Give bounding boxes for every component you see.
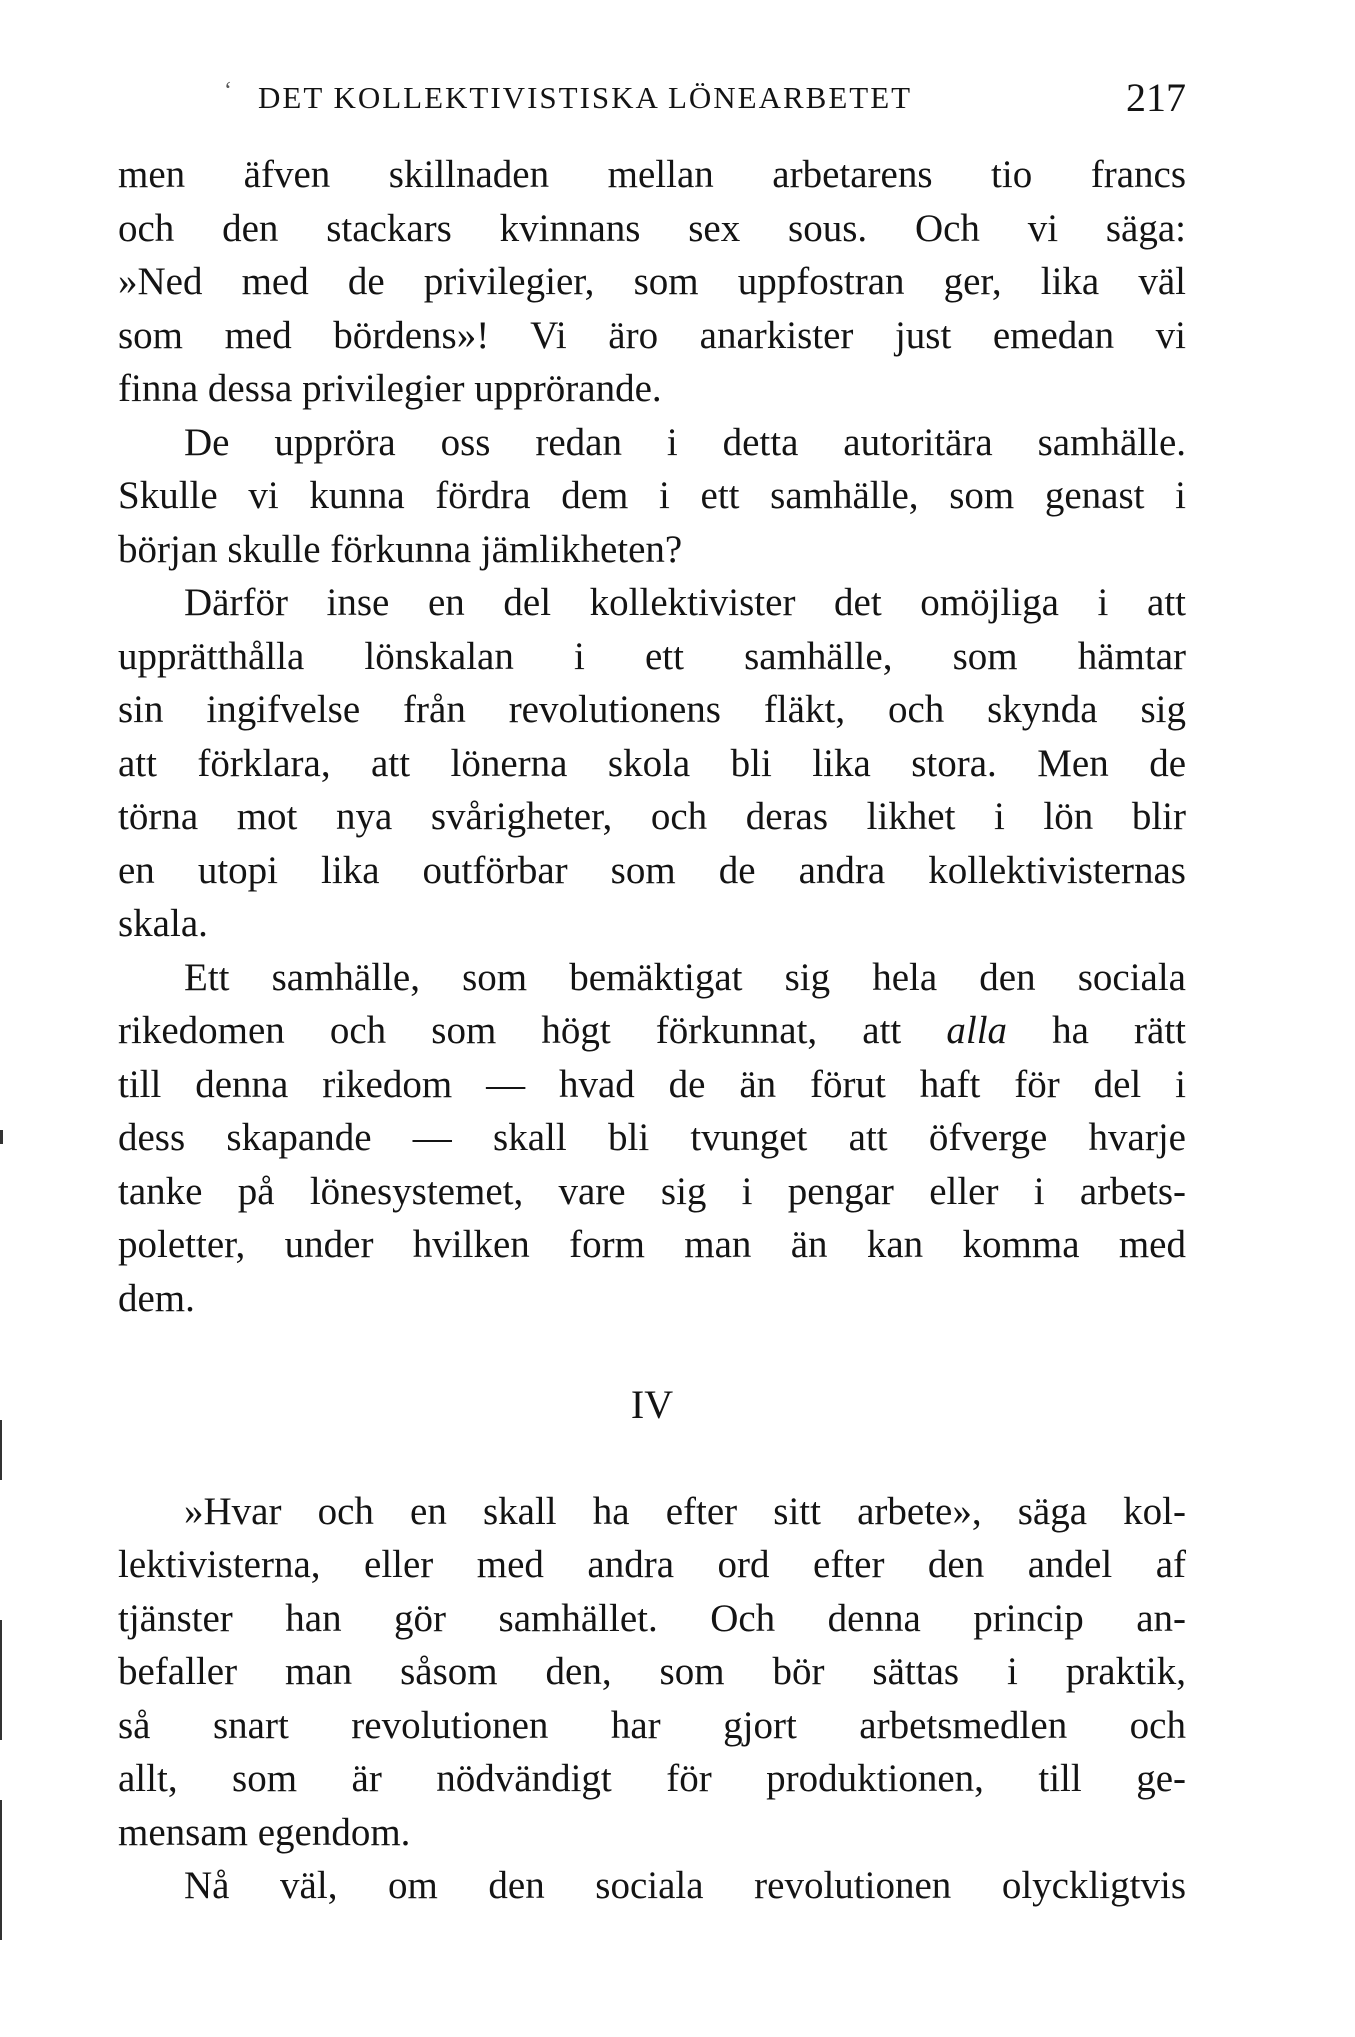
text-line: allt, som är nödvändigt för produktionen, till ge- <box>118 1757 1186 1800</box>
text-line: och den stackars kvinnans sex sous. Och vi säga: <box>118 206 1186 250</box>
text-line: början skulle förkunna jämlikheten? <box>118 527 683 571</box>
margin-speck <box>0 1620 2 1740</box>
text-line: dem. <box>118 1276 195 1320</box>
text-line: som med bördens»! Vi äro anarkister just emedan vi <box>118 313 1186 357</box>
text-line: »Hvar och en skall ha efter sitt arbete», säga kol- <box>184 1489 1186 1533</box>
running-head: DET KOLLEKTIVISTISKA LÖNEARBETET <box>258 80 913 115</box>
text-line: Därför inse en del kollektivister det omöjliga i att <box>184 581 1186 624</box>
text-line: men äfven skillnaden mellan arbetarens tio francs <box>118 153 1186 196</box>
text-line: att förklara, att lönerna skola bli lika stora. Men de <box>118 741 1186 785</box>
text-line: lektivisterna, eller med andra ord efter den andel af <box>118 1543 1186 1586</box>
text-line: så snart revolutionen har gjort arbetsmedlen och <box>118 1703 1186 1747</box>
text-line: tjänster han gör samhället. Och denna princip an- <box>118 1596 1186 1640</box>
text-line: Skulle vi kunna fördra dem i ett samhälle, som genast i <box>118 474 1186 517</box>
page-number: 217 <box>1126 75 1186 120</box>
text-line: poletter, under hvilken form man än kan komma med <box>118 1223 1186 1266</box>
text-line: mensam egendom. <box>118 1810 411 1854</box>
text-line: skala. <box>118 902 208 945</box>
text-line: befaller man såsom den, som bör sättas i praktik, <box>118 1650 1186 1693</box>
text-line: tanke på lönesystemet, vare sig i pengar eller i arbets- <box>118 1169 1186 1213</box>
print-mark: ‘ <box>224 78 232 104</box>
text-line: dess skapande — skall bli tvunget att öfverge hvarje <box>118 1116 1186 1159</box>
text-line: finna dessa privilegier upprörande. <box>118 367 662 410</box>
text-line <box>118 1004 1186 1058</box>
text-line: De uppröra oss redan i detta autoritära samhälle. <box>184 420 1186 464</box>
text-line: en utopi lika outförbar som de andra kollektivisternas <box>118 848 1186 892</box>
text-line: upprätthålla lönskalan i ett samhälle, som hämtar <box>118 634 1186 678</box>
text-segment: rikedomen och som högt förkunnat, att <box>118 1009 902 1052</box>
margin-speck <box>0 1420 2 1480</box>
chapter-heading: IV <box>630 1382 674 1427</box>
emphasis-word: alla <box>946 1009 1008 1052</box>
text-segment: ha rätt <box>1052 1009 1186 1052</box>
text-line: Ett samhälle, som bemäktigat sig hela den sociala <box>184 955 1186 999</box>
text-line: »Ned med de privilegier, som uppfostran ger, lika väl <box>118 260 1186 303</box>
text-line: törna mot nya svårigheter, och deras likhet i lön blir <box>118 795 1186 838</box>
page-header <box>118 70 1186 130</box>
text-line: Nå väl, om den sociala revolutionen olyckligtvis <box>184 1864 1186 1907</box>
margin-speck <box>0 1800 2 1940</box>
text-line: till denna rikedom — hvad de än förut haft för del i <box>118 1062 1186 1106</box>
body-text <box>118 148 1186 1913</box>
margin-speck <box>0 1130 3 1144</box>
text-line: sin ingifvelse från revolutionens fläkt, och skynda sig <box>118 688 1186 731</box>
